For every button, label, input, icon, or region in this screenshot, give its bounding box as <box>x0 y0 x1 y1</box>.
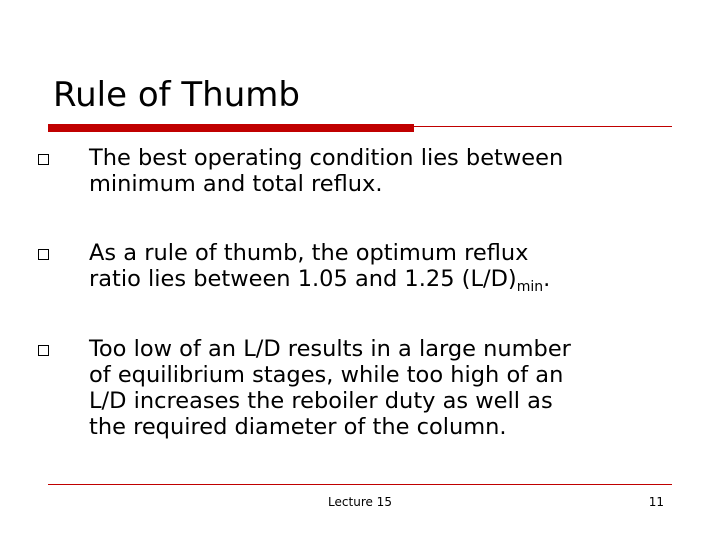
bullet-square-icon <box>38 154 49 165</box>
footer-rule <box>48 484 672 485</box>
bullet-line: minimum and total reflux. <box>89 171 383 197</box>
title-underline-accent <box>48 124 414 132</box>
page-number: 11 <box>648 495 664 509</box>
bullet-line: of equilibrium stages, while too high of an <box>89 362 564 388</box>
slide-title: Rule of Thumb <box>53 75 300 115</box>
bullet-line <box>89 266 689 295</box>
bullet-line: the required diameter of the column. <box>89 414 507 440</box>
subscript-min: min <box>516 279 544 295</box>
bullet-square-icon <box>38 249 49 260</box>
bullet-line: As a rule of thumb, the optimum reflux <box>89 240 529 266</box>
bullet-text-segment: . <box>543 266 551 292</box>
bullet-text-segment: ratio lies between 1.05 and 1.25 (L/D) <box>89 266 517 292</box>
title-underline-rule <box>414 126 672 127</box>
bullet-item-3 <box>89 336 689 440</box>
footer-lecture-label: Lecture 15 <box>328 495 392 509</box>
bullet-line: L/D increases the reboiler duty as well as <box>89 388 553 414</box>
bullet-item-1 <box>89 145 689 197</box>
bullet-line: The best operating condition lies between <box>89 145 564 171</box>
bullet-square-icon <box>38 345 49 356</box>
bullet-item-2 <box>89 240 689 295</box>
bullet-line: Too low of an L/D results in a large number <box>89 336 571 362</box>
